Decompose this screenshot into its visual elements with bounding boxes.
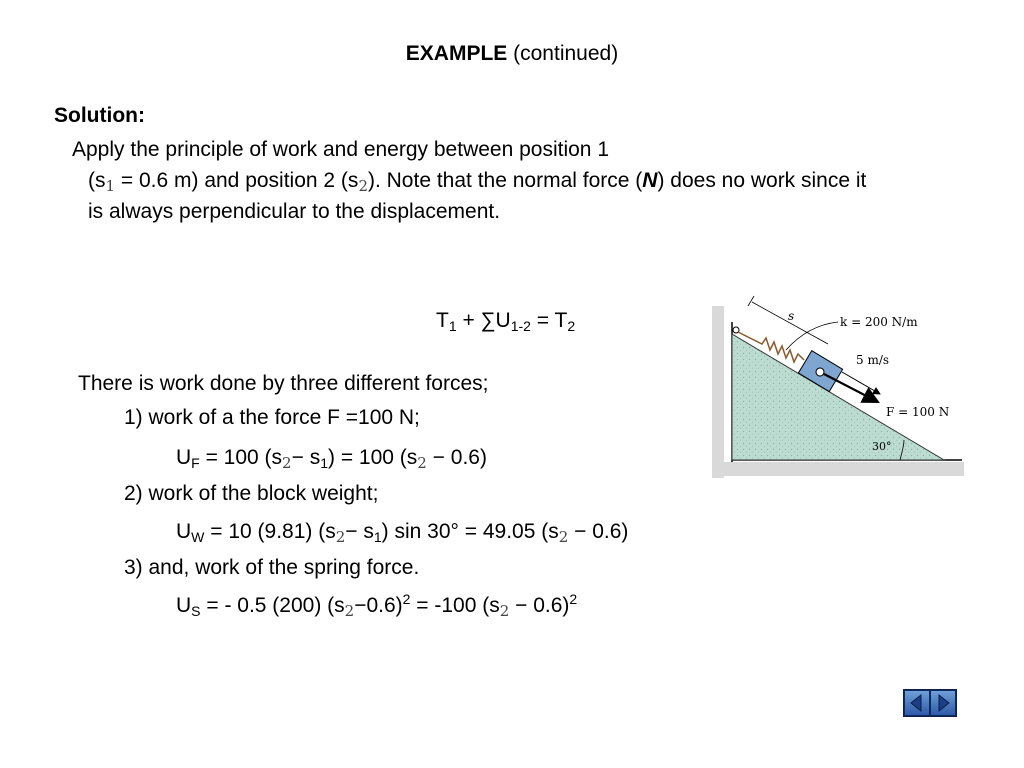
title-bold: EXAMPLE (405, 42, 508, 65)
title-rest: (continued) (507, 42, 619, 65)
s-label: s (788, 309, 795, 323)
slide-navigation (903, 689, 957, 717)
force-work-equation (176, 446, 487, 470)
paragraph-line-2 (88, 169, 866, 193)
text-run: ) does no work since it (657, 169, 867, 192)
dimension-s-tick (748, 296, 754, 306)
text-run: − 0.6) (509, 594, 570, 617)
subscript: 1 (320, 455, 328, 471)
k-label: k = 200 N/m (840, 315, 918, 329)
superscript: 2 (569, 591, 578, 607)
subscript: W (191, 529, 205, 545)
subscript: S (191, 603, 201, 619)
text-run: ) sin 30° = 49.05 (s (381, 520, 559, 543)
incline-ramp (732, 334, 944, 460)
subscript: 2 (417, 454, 427, 472)
text-run: = T (530, 309, 568, 332)
force-label: F = 100 N (886, 405, 950, 419)
spring-work-equation (176, 591, 578, 620)
subscript: 2 (344, 602, 355, 620)
velocity-arrow (842, 372, 880, 394)
forces-intro: There is work done by three different forces; (78, 372, 489, 395)
item-weight-work: 2) work of the block weight; (124, 482, 379, 505)
text-run: U (495, 309, 511, 332)
velocity-label: 5 m/s (856, 353, 890, 367)
arrow-right-icon (933, 693, 953, 713)
text-run: (s (88, 169, 106, 192)
paragraph-line-3: is always perpendicular to the displacement. (88, 200, 501, 223)
item-spring-work: 3) and, work of the spring force. (124, 556, 420, 579)
text-run: T (436, 309, 449, 332)
subscript: 2 (358, 177, 368, 195)
arrow-left-icon (907, 693, 927, 713)
work-energy-equation (436, 309, 575, 333)
subscript: 2 (558, 528, 569, 546)
k-leader (786, 322, 838, 350)
text-run: − 0.6) (426, 446, 487, 469)
ground (720, 462, 964, 476)
subscript: 2 (335, 528, 346, 546)
text-run: = 0.6 m) and position 2 (s (115, 169, 359, 192)
slide-title (0, 42, 1024, 66)
text-run: ). Note that the normal force ( (367, 169, 643, 192)
text-run: ) = 100 (s (328, 446, 418, 469)
paragraph-line-1: Apply the principle of work and energy between position 1 (72, 138, 609, 161)
item-force-work: 1) work of a the force F =100 N; (124, 406, 420, 429)
subscript: 2 (282, 454, 292, 472)
sigma-symbol: ∑ (480, 309, 496, 332)
subscript: 1-2 (510, 318, 531, 334)
next-slide-button[interactable] (930, 690, 956, 716)
wall (712, 306, 724, 478)
subscript: 1 (105, 177, 116, 195)
subscript: 2 (567, 318, 576, 334)
text-run: U (176, 446, 192, 469)
subscript: 1 (373, 529, 382, 545)
text-run: = -100 (s (410, 594, 500, 617)
previous-slide-button[interactable] (904, 690, 930, 716)
text-run: = - 0.5 (200) (s (200, 594, 345, 617)
text-run: − s (291, 446, 321, 469)
normal-force-symbol: N (642, 169, 658, 192)
subscript: F (191, 455, 200, 471)
spring-block-incline-diagram (712, 292, 964, 482)
subscript: 1 (448, 318, 457, 334)
text-run: U (176, 594, 192, 617)
text-run: = 100 (s (199, 446, 283, 469)
text-run: U (176, 520, 192, 543)
solution-label: Solution: (54, 104, 145, 127)
text-run: = 10 (9.81) (s (204, 520, 336, 543)
text-run: − 0.6) (568, 520, 629, 543)
subscript: 2 (499, 602, 510, 620)
weight-work-equation (176, 520, 628, 544)
angle-label: 30° (872, 440, 892, 453)
text-run: −0.6) (354, 594, 403, 617)
superscript: 2 (402, 591, 411, 607)
text-run: + (456, 309, 481, 332)
text-run: − s (345, 520, 374, 543)
